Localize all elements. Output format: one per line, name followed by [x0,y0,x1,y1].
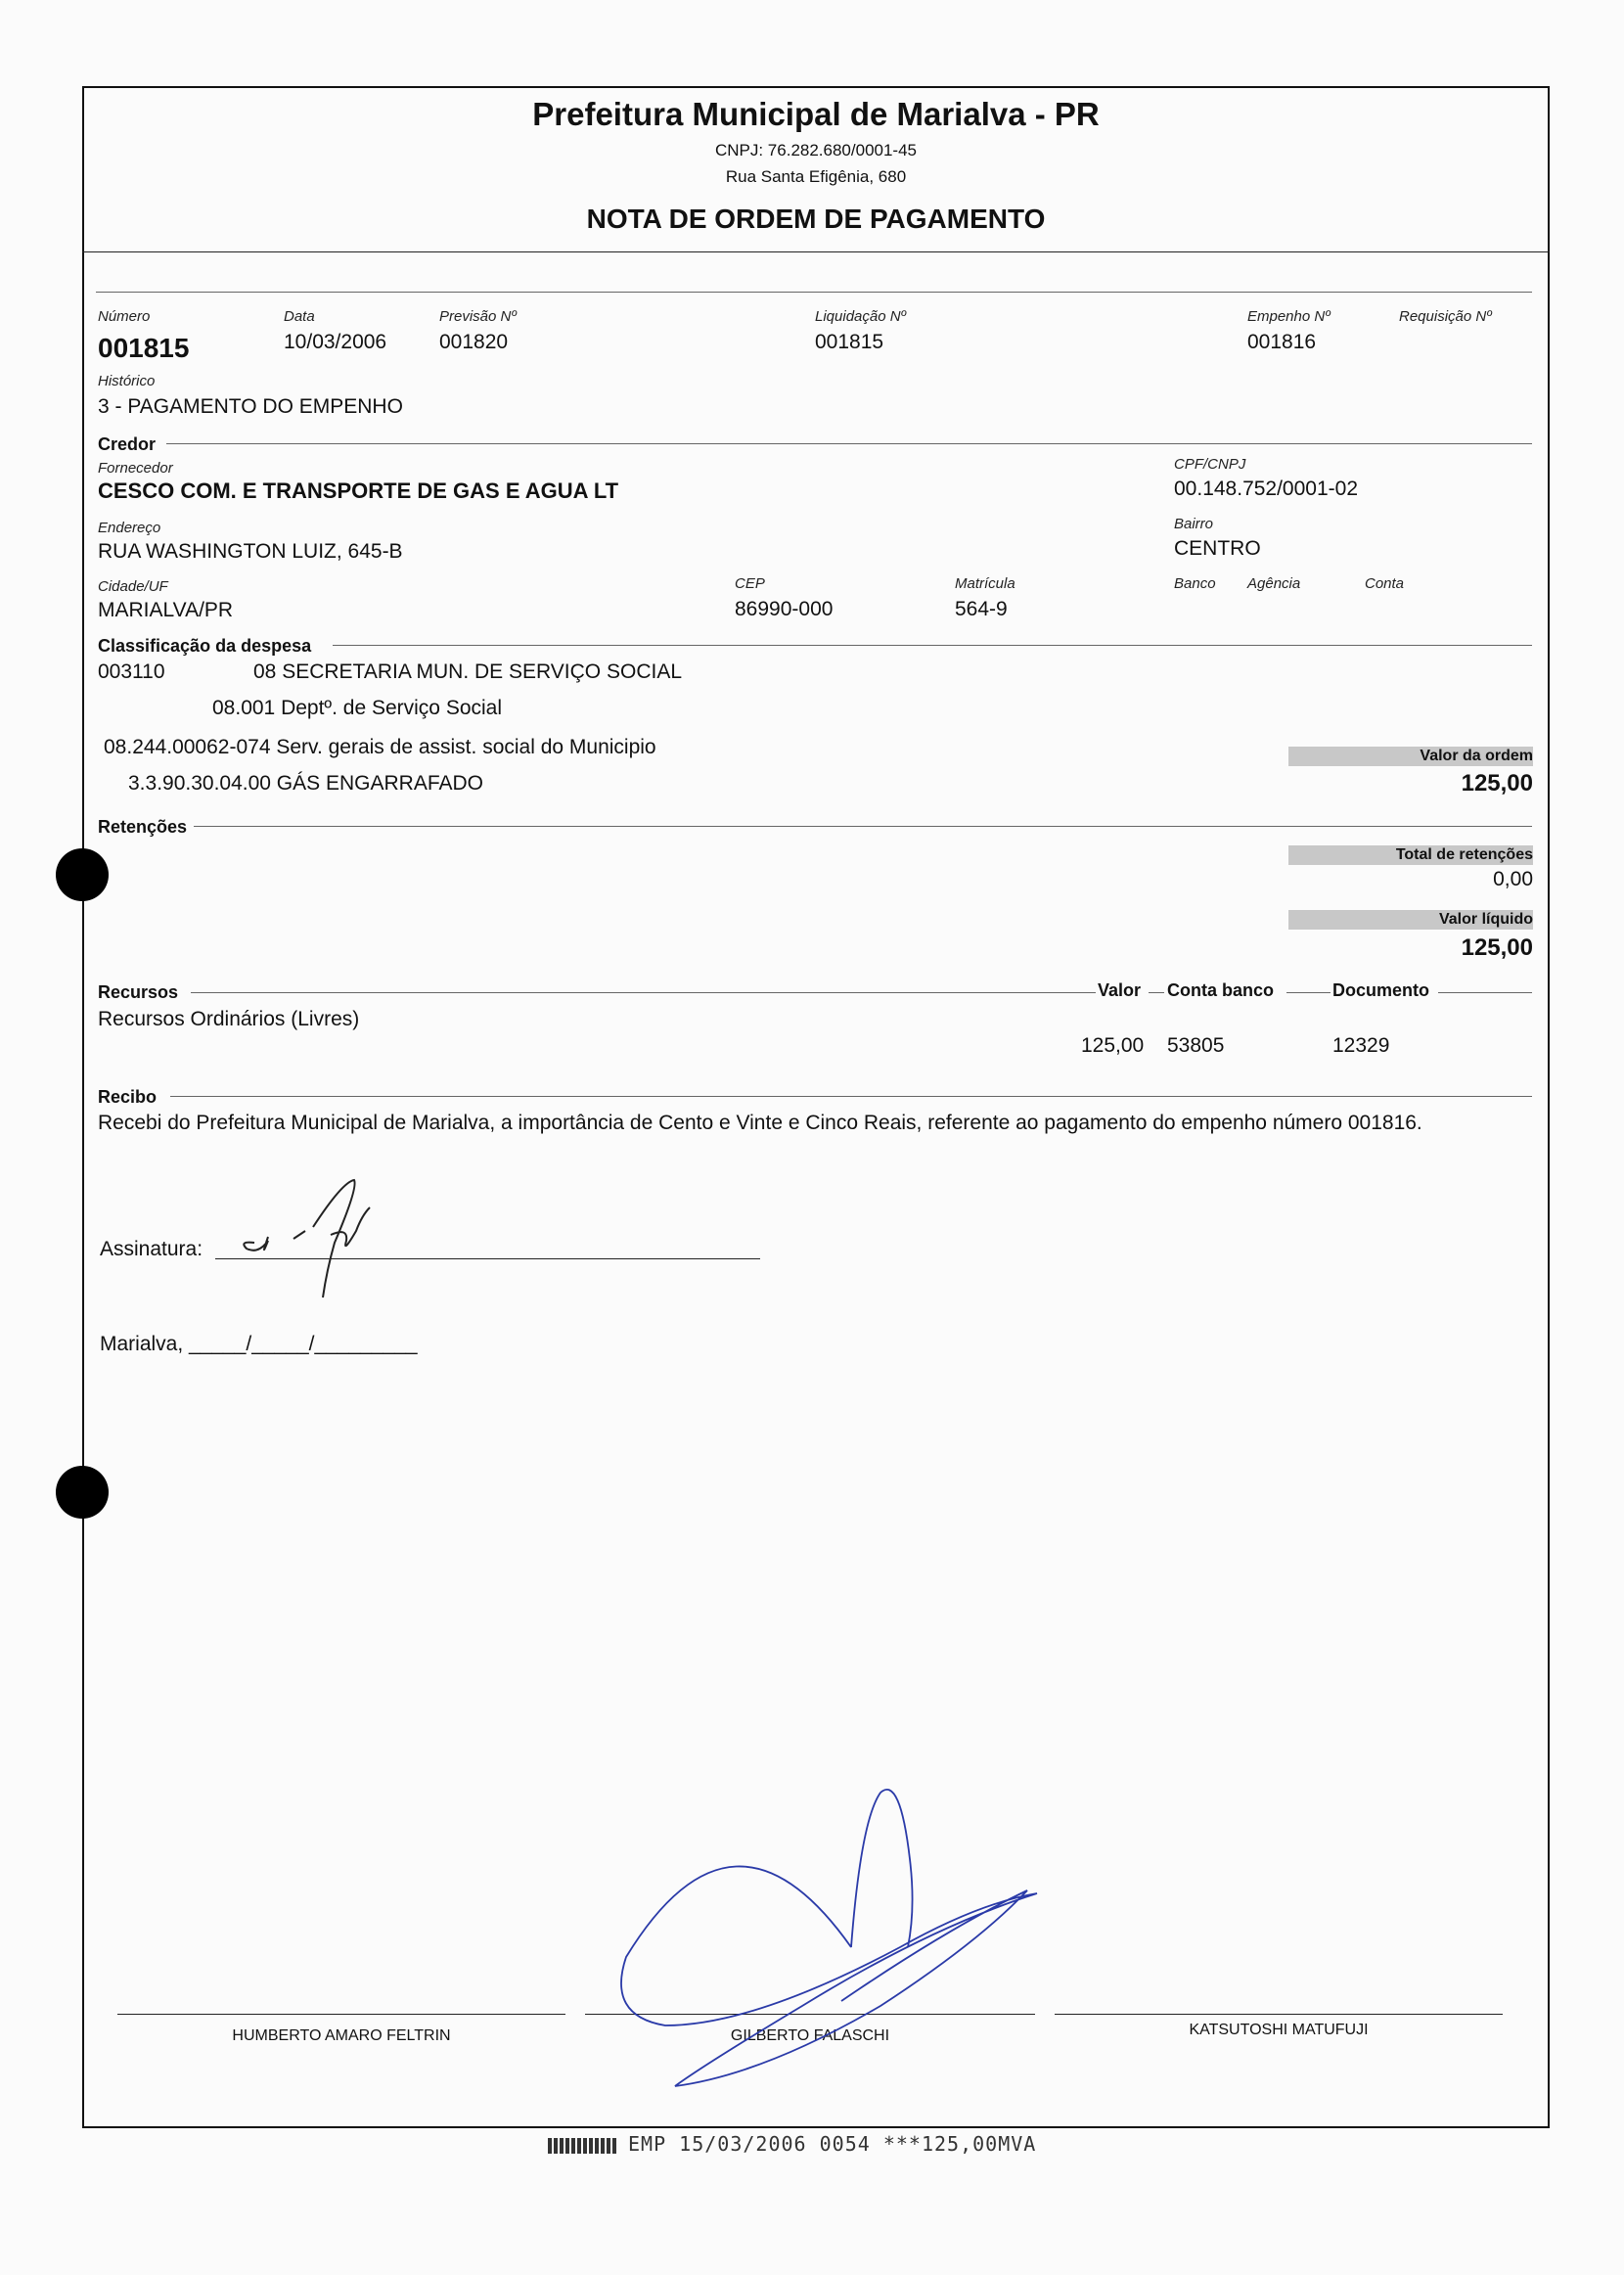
classificacao-line2: 08.001 Deptº. de Serviço Social [212,697,503,719]
cpf-value: 00.148.752/0001-02 [1174,478,1359,500]
cep-value: 86990-000 [735,598,834,620]
gilberto-signature [607,1781,1076,2104]
recursos-name: Recursos Ordinários (Livres) [98,1008,360,1030]
recursos-valor-label: Valor [1098,980,1142,1000]
requisicao-label: Requisição Nº [1399,308,1492,325]
numero-value: 001815 [98,333,190,363]
classificacao-line4: 3.3.90.30.04.00 GÁS ENGARRAFADO [128,772,484,795]
page-title: Prefeitura Municipal de Marialva - PR [532,96,1100,132]
header-divider-2 [96,292,1532,293]
empenho-value: 001816 [1247,331,1317,353]
matricula-value: 564-9 [955,598,1008,620]
recursos-documento-label: Documento [1332,980,1429,1000]
endereco-value: RUA WASHINGTON LUIZ, 645-B [98,540,403,563]
classificacao-line1: 08 SECRETARIA MUN. DE SERVIÇO SOCIAL [253,660,683,683]
total-retencoes-label: Total de retenções [1395,846,1533,863]
matricula-label: Matrícula [955,575,1015,592]
recursos-rule-4 [1438,992,1532,993]
signatory-3: KATSUTOSHI MATUFUJI [1189,2022,1369,2038]
header-divider [82,251,1550,252]
recibo-text: Recebi do Prefeitura Municipal de Marialva, a importância de Cento e Vinte e Cinco Reais, referente ao pagamento do empenho número 001816. [98,1112,1422,1134]
classificacao-code: 003110 [98,660,165,683]
recursos-section: Recursos [98,982,179,1002]
stamp-logo-icon [548,2138,616,2154]
assinatura-label: Assinatura: [100,1238,203,1260]
data-value: 10/03/2006 [284,331,387,353]
recursos-rule-3 [1286,992,1331,993]
valor-ordem-value: 125,00 [1461,770,1533,796]
retencoes-section: Retenções [98,817,188,837]
recibo-rule [170,1096,1532,1097]
stamp-text: EMP 15/03/2006 0054 ***125,00MVA [628,2132,1037,2156]
signatory-1: HUMBERTO AMARO FELTRIN [232,2027,451,2044]
previsao-value: 001820 [439,331,509,353]
classificacao-line3: 08.244.00062-074 Serv. gerais de assist. social do Municipio [104,736,656,758]
historico-label: Histórico [98,373,156,389]
conta-label: Conta [1365,575,1405,592]
binder-hole-bottom [56,1466,109,1519]
agencia-label: Agência [1247,575,1301,592]
classificacao-rule [333,645,1532,646]
liquidacao-label: Liquidação Nº [815,308,907,325]
signatory-2: GILBERTO FALASCHI [730,2027,890,2044]
bairro-value: CENTRO [1174,537,1261,560]
header-address: Rua Santa Efigênia, 680 [725,167,907,186]
marialva-date-line: Marialva, _____/_____/_________ [100,1333,418,1355]
cep-label: CEP [735,575,765,592]
valor-liquido-label: Valor líquido [1438,911,1533,928]
data-label: Data [284,308,315,325]
total-retencoes-value: 0,00 [1493,868,1533,890]
previsao-label: Previsão Nº [439,308,517,325]
historico-value: 3 - PAGAMENTO DO EMPENHO [98,395,403,418]
empenho-label: Empenho Nº [1247,308,1331,325]
cpf-label: CPF/CNPJ [1174,456,1246,473]
numero-label: Número [98,308,151,325]
fornecedor-value: CESCO COM. E TRANSPORTE DE GAS E AGUA LT [98,478,619,503]
recursos-rule-1 [191,992,1096,993]
endereco-label: Endereço [98,520,161,536]
bairro-label: Bairro [1174,516,1214,532]
recursos-conta: 53805 [1167,1034,1225,1057]
banco-label: Banco [1174,575,1216,592]
retencoes-rule [194,826,1532,827]
valor-liquido-value: 125,00 [1461,934,1533,961]
recursos-valor: 125,00 [1081,1034,1145,1057]
recibo-signature [225,1172,440,1299]
credor-rule [166,443,1532,444]
signatory-line-1 [117,2014,565,2015]
recursos-rule-2 [1149,992,1164,993]
liquidacao-value: 001815 [815,331,884,353]
header-cnpj: CNPJ: 76.282.680/0001-45 [714,141,918,159]
recursos-documento: 12329 [1332,1034,1390,1057]
recursos-conta-label: Conta banco [1167,980,1275,1000]
fornecedor-label: Fornecedor [98,460,173,477]
cidade-value: MARIALVA/PR [98,599,234,621]
document-title: NOTA DE ORDEM DE PAGAMENTO [586,204,1046,234]
classificacao-section: Classificação da despesa [98,636,312,656]
recibo-section: Recibo [98,1087,158,1107]
cidade-label: Cidade/UF [98,578,168,595]
payment-stamp [548,2132,1036,2156]
binder-hole-top [56,848,109,901]
valor-ordem-label: Valor da ordem [1420,748,1533,764]
signatory-line-3 [1055,2014,1503,2015]
credor-section: Credor [98,434,157,454]
